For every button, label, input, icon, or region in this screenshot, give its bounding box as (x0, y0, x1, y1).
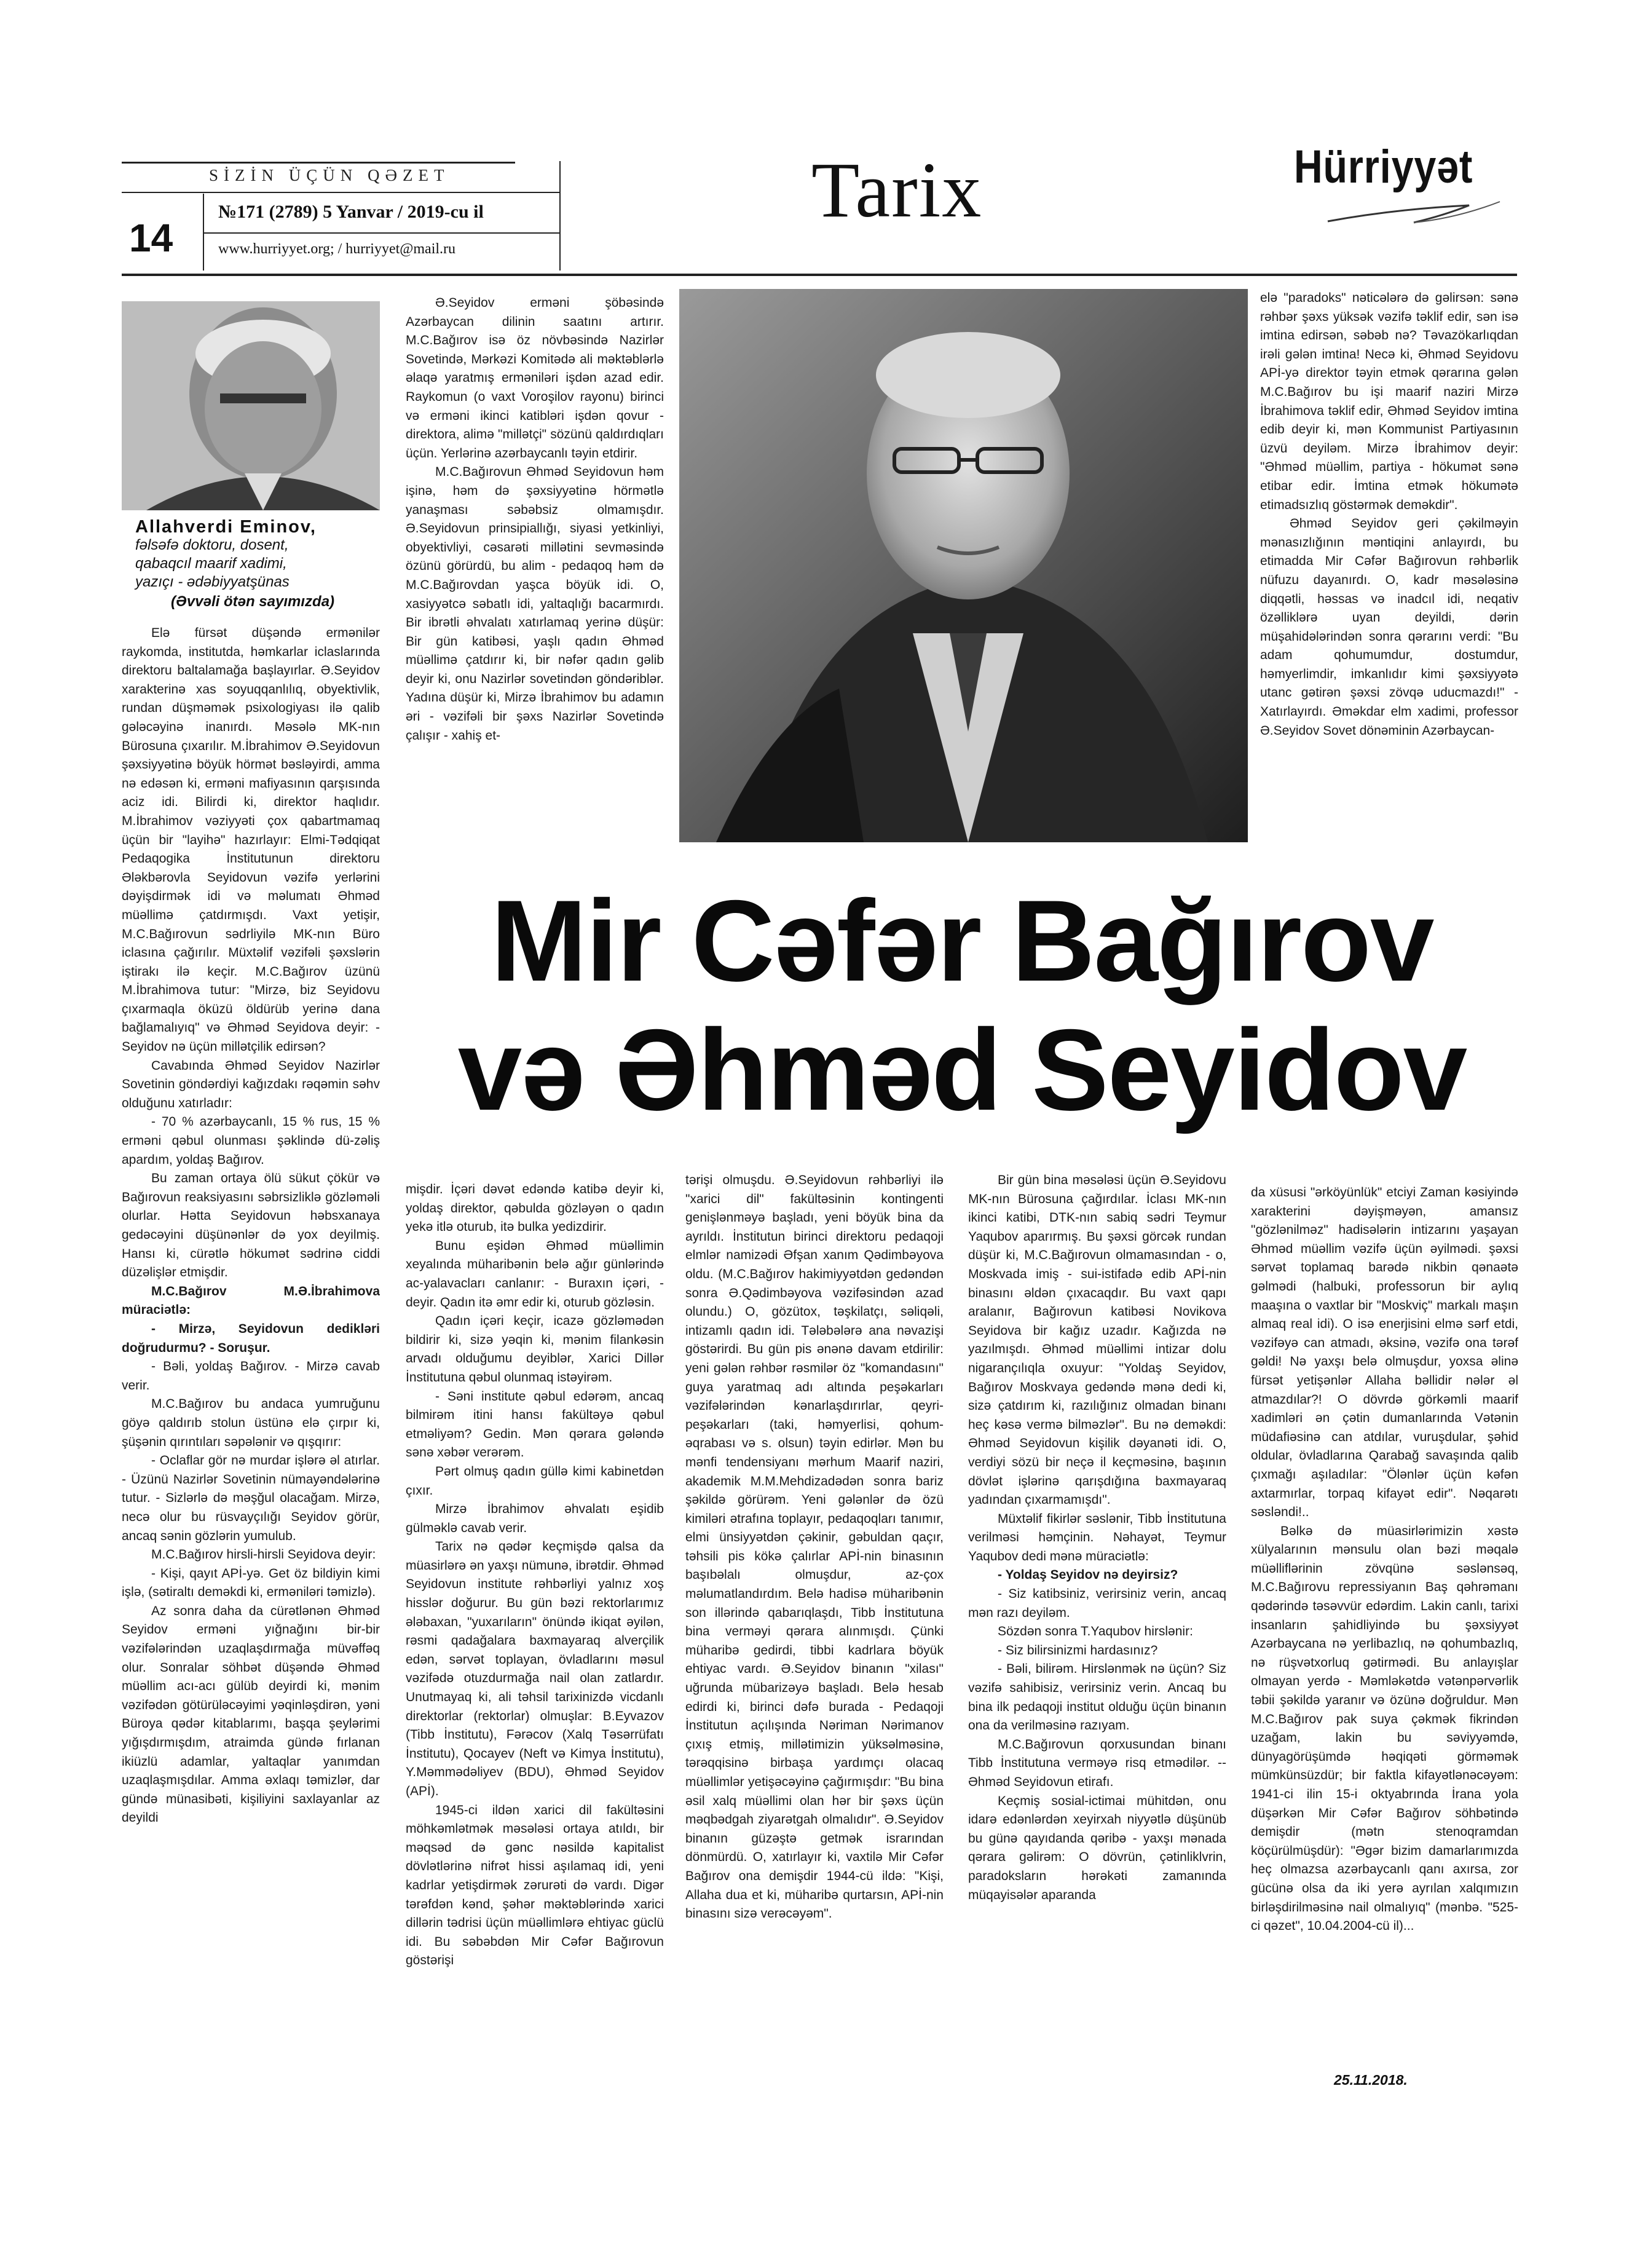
paragraph: - Kişi, qayıt APİ-yə. Get öz bildiyin kimi işlə, (sətiraltı deməkdi ki, erməniləri təmizlə). (122, 1566, 380, 1600)
paragraph: - 70 % azərbaycanlı, 15 % rus, 15 % erməni qəbul olunması şəklində dü-zəliş apardım, yoldaş Bağırov. (122, 1115, 380, 1167)
paragraph: - Siz katibsiniz, verirsiniz verin, ancaq mən razı deyiləm. (968, 1587, 1226, 1620)
issue-line: №171 (2789) 5 Yanvar / 2019-cu il (218, 202, 484, 222)
column-2-bottom (406, 1180, 664, 2090)
slogan: SİZİN ÜÇÜN QƏZET (209, 166, 450, 184)
author-title-1: fəlsəfə doktoru, dosent, (135, 537, 289, 553)
paragraph: Bu zaman ortaya ölü sükut çökür və Bağırovun reaksiyasını səbrsizliklə gözləməli olurlar. Hətta Seyidovun həbsxanaya gedəcəyini düşünənlər də yox deyilmiş. Hansı ki, cürətlə hökumət sədrinə ciddi düzəlişlər etmişdir. (122, 1171, 380, 1280)
date-signoff: 25.11.2018. (1334, 2072, 1408, 2088)
website-line: www.hurriyyet.org; / hurriyyet@mail.ru (218, 241, 456, 257)
brand-logo: Hürriyyət (1294, 141, 1473, 193)
paragraph: M.C.Bağırovun Əhməd Seyidovun həm işinə, həm də şəxsiyyətinə hörmətlə yanaşması səbəbsiz olmamışdır. Ə.Seyidovun prinsipiallığı, siyasi yetkinliyi, obyektivliyi, cəsarəti millətini sevməsində özünü görürdü, bu alim - pedaqoq həm də M.C.Bağırovdan yaşca böyük idi. O, xasiyyətcə səbatlı idi, yaltaqlığı bacarmırdı. Bir ibrətli əhvalatı xatırlamaq yerinə düşür: Bir gün katibəsi, yaşlı qadın Əhməd müəllimə çatdırır ki, bir nəfər qadın gəlib deyir ki, onu Nazirlər sovetindən göndəriblər. Yadına düşür ki, Mirzə İbrahimov bu adamın əri - vəzifəli bir şəxs Nazirlər Sovetində çalışır - xahiş et- (406, 465, 664, 743)
masthead-divider (559, 161, 561, 271)
paragraph: Cavabında Əhməd Seyidov Nazirlər Sovetinin göndərdiyi kağızdakı rəqəmin səhv olduğunu xatırladır: (122, 1058, 380, 1110)
author-name: Allahverdi Eminov, (135, 517, 317, 537)
paragraph: Bir gün bina məsələsi üçün Ə.Seyidovu MK-nın Bürosuna çağırdılar. İclası MK-nın ikinci katibi, DTK-nın sabiq sədri Teymur Yaqubov aparırmış. Bu şəxsi görcək rundan düşür ki, M.C.Bağırovun olmamasından - o, Moskvada imiş - sui-istifadə edib APİ-nin binasını əldən çıxacaqdır. Bu vaxt qapı aralanır, Bağırovun katibəsi Novikova Seyidova bir kağız uzadır. Kağızda nə yazılmışdı. Əhməd müəllimi intizar dolu nigarançılıqla oxuyur: "Yoldaş Seyidov, Bağırov Moskvaya gedəndə mənə dedi ki, sizə çatdırım ki, razılığınız olmadan binanı heç kəsə vermə bilməzlər". Bu nə deməkdi: Əhməd Seyidovun kişilik dəyanəti idi. O, verdiyi sözü bir neçə il keçməsinə, başının dövlət işlərinə qarışdığına baxmayaraq yadından çıxarmamışdı". (968, 1173, 1226, 1507)
paragraph: Qadın içəri keçir, icazə gözləmədən bildirir ki, sizə yəqin ki, mənim filankəsin arvadı olduğumu deyiblər, Xarici Dillər İnstitutuna qəbul olunmaq istəyirəm. (406, 1314, 664, 1385)
paragraph: - Səni institute qəbul edərəm, ancaq bilmirəm itini hansı fakültəyə qəbul etməliyəm? Gedin. Mən qərara gələndə sənə xəbər verərəm. (406, 1389, 664, 1460)
paragraph: Ə.Seyidov erməni şöbəsində Azərbaycan dilinin saatını artırır. M.C.Bağırov isə öz növbəsində Nazirlər Sovetində, Mərkəzi Komitədə ali məktəblərlə əlaqə yaratmış erməniləri işdən azad edir. Raykomun (o vaxt Voroşilov rayonu) birinci və erməni ikinci katibləri işdən qovur - direktora, alimə "millətçi" sözünü qaldırdıqları üçün. Yerlərinə azərbaycanlı təyin etdirir. (406, 296, 664, 460)
paragraph: 1945-ci ildən xarici dil fakültəsini möhkəmlətmək məsələsi ortaya atıldı, bir məqsəd də gənc nəsildə kapitalist dövlətlərinə nifrət hissi aşılamaq idi, yeni kadrlar yetişdirmək zərurəti də vardı. Digər tərəfdən kənd, şəhər məktəblərində xarici dillərin tədrisi üçün müəllimlərə ehtiyac güclü idi. Bu səbəbdən Mir Cəfər Bağırovun göstərişi (406, 1803, 664, 1968)
paragraph: Bəlkə də müasirlərimizin xəstə xülyalarının mənsulu olan bəzi məqalə müəlliflərinin zövqünə səslənsəq, M.C.Bağırovu repressiyanın Baş qəhrəmanı qədərində təsəvvür edərdim. Lakin canlı, tarixi insanların şahidliyində bu şəxsiyyət Azərbaycana nə yerlibazlıq, nə qohumbazlıq, nə rüşvətxorluq gətirmədi. Bu anlayışlar olmayan yerdə - Məmləkətdə vətənpərvərlik təbii şəkildə yaranır və özünə doğruldur. Mən M.C.Bağırov pak suya çəkmək fikrindən uzağam, lakin bu səviyyəmdə, dünyagörüşümdə həqiqəti görməmək mümkünsüzdür; bir faktla kifayətlənəcəyəm: 1941-ci ilin 15-i oktyabrında İrana yola düşərkən Mir Cəfər Bağırov söhbətində demişdir (mətn stenoqramdan köçürülmüşdür): "Əgər bizim damarlarımızda heç olmazsa azərbaycanlı qanı axırsa, zor gücünə olsa da iki yerə ayrılan xalqımızın birləşdirilməsinə nail olmalıyıq" (mənbə. "525-ci qəzet", 10.04.2004-cü il)... (1251, 1523, 1518, 1934)
slogan-rule (122, 192, 559, 193)
paragraph: tərişi olmuşdu. Ə.Seyidovun rəhbərliyi ilə "xarici dil" fakültəsinin kontingenti genişlənməyə başladı, yeni böyük bina da ayrıldı. İnstitutun birinci direktoru pedaqoji elmlər namizədi Əfşan xanım Qədimbəyova oldu. (M.C.Bağırov hakimiyyətdən gedəndən sonra Ə.Qədimbəyova vəzifəsindən azad olundu.) O, gözütox, təşkilatçı, səliqəli, intizamlı qadın idi. Tələbələrə ana nəvazişi göstərirdi. Bu gün pis ənənə davam etdirilir: yeni gələn rəhbər rəsmilər öz "komandasını" guya yaratmaq adı altında peşəkarları vəzifələrindən kənarlaşdırırlar, qeyri-peşəkarları (taki, həmyerlisi, qohum-əqrabası və s. olsun) təyin edirlər. Mən bu mənfi tendensiyanı mərhum Maarif naziri, akademik M.M.Mehdizadədən sonra bariz şəkildə görürəm. Yeni gələnlər də özü kimiləri ətrafına toplayır, pedaqoqları tanımır, elmi ünsiyyətdən çəkinir, gəbuldan qaçır, təhsili pis kökə çalırlar APİ-nin binasının başıbəlalı olmuşdur, az-çox məlumatlandırdım. Belə hadisə müharibənin son illərində qabarıqlaşdı, Tibb İnstitutuna bina verməyi qərara alınmışdı. Çünki müharibə gedirdi, tibbi kadrlara böyük ehtiyac vardı. Ə.Seyidov binanın "xilası" uğrunda mübarizəyə başladı. Belə hesab edirdi ki, birinci dəfə burada - Pedaqoji İnstitutun açılışında Nəriman Nərimanov çıxış etmiş, millətimizin yüksəlməsinə, tərəqqisinə birbaşa yardımçı olacaq müəllimlər yetişəcəyinə çağırmışdır: "Bu bina əsil xalq müəllimi olan hər bir şəxs üçün məqbədgah ziyarətgah olmalıdır". Ə.Seyidov binanın güzəştə getmək israrından dönmürdü. O, xatırlayır ki, vaxtilə Mir Cəfər Bağırov ona demişdir 1944-cü ildə: "Kişi, Allaha dua et ki, müharibə qurtarsın, APİ-nin binasını sizə verəcəyəm". (685, 1173, 944, 1921)
paragraph: - Mirzə, Seyidovun dedikləri doğrudurmu? - Soruşur. (122, 1321, 380, 1355)
paragraph: - Oclaflar gör nə murdar işlərə əl atırlar. - Üzünü Nazirlər Sovetinin nümayəndələrinə tutur. - Sizlərlə də məşğul olacağam. Mirzə, necə olur bu rüsvayçılığı Seyidov görür, ancaq sənin gözlərin yumulub. (122, 1453, 380, 1543)
paragraph: Bunu eşidən Əhməd müəllimin xeyalında müharibənin belə ağır günlərində ac-yalavacları canlanır: - Buraxın içəri, - deyir. Qadın itə əmr edir ki, oturub gözləsin. (406, 1238, 664, 1310)
page-number: 14 (129, 216, 173, 260)
paragraph: mişdir. İçəri dəvət edəndə katibə deyir ki, yoldaş direktor, qəbulda gözləyən o qadın yekə itlə oturub, itə bulka yedizdirir. (406, 1182, 664, 1235)
column-2-top (406, 294, 664, 859)
paragraph: - Siz bilirsinizmi hardasınız? (998, 1643, 1158, 1658)
paragraph: elə "paradoks" nəticələrə də gəlirsən: sənə rəhbər şəxs yüksək vəzifə təklif edir, sən isə imtina edirsən, səbəb nə? Təvazökarlıqdan irəli gələn imtina! Necə ki, Əhməd Seyidovu APİ-yə direktor təyin etmək qərarına gələn M.C.Bağırov bu işi maarif naziri Mirzə İbrahimova təklif edir, Əhməd Seyidov imtina edib deyir ki, mən Kommunist Partiyasının üzvü deyiləm. Mirzə İbrahimov deyir: "Əhməd müəllim, partiya - hökumət sənə etibar edir. İmtina etmək hökumətə etimadsızlıq göstərmək deməkdir". (1260, 291, 1518, 512)
paragraph: Az sonra daha da cürətlənən Əhməd Seyidov erməni yığnağını bir-bir vəzifələrindən uzaqlaşdırmağa müvəffəq olur. Sonralar söhbət düşəndə Əhməd müəllim acı-acı gülüb deyirdi ki, mənim vəzifədən götürüləcəyimi yəqinləşdirən, yəni Büroya qədər kitablarımı, başqa şeylərimi yığışdırmışdım, atraimda gündə fırlanan ikiüzlü adamlar, yaltaqlar yanımdan uzaqlaşmışdılar. Amma əxlaqı təmizlər, dar gündə münasibəti, kişiliyini saxlayanlar az deyildi (122, 1603, 380, 1825)
column-5-bottom (1251, 1183, 1518, 2063)
paragraph: Keçmiş sosial-ictimai mühitdən, onu idarə edənlərdən xeyirxah niyyətlə düşünüb bu günə qayıdanda qəribə - yaxşı mənada qərara gəlirəm: O dövrün, çətinliklvrin, paradoksların hərəkəti zamanında müqayisələr aparanda (968, 1793, 1226, 1902)
paragraph: - Bəli, yoldaş Bağırov. - Mirzə cavab verir. (122, 1359, 380, 1393)
section-title: Tarix (811, 146, 983, 234)
paragraph: Pərt olmuş qadın güllə kimi kabinetdən çıxır. (406, 1464, 664, 1498)
author-title-2: qabaqcıl maarif xadimi, (135, 555, 287, 572)
paragraph: da xüsusi "ərköyünlük" etciyi Zaman kəsiyində xarakterini dəyişməyən, amansız "gözlənilməz" hadisələrin intizarını yaşayan Əhməd müəllim vəzifə üçün əyilmədi. şəxsi sərvət toplamaq barədə nikbin qənaətə gəlmədi (halbuki, professorun bir aylıq maaşına o vaxtlar bir "Moskviç" markalı maşın almaq real idi). O isə enerjisini elmə sərf etdi, vəzifəyə can atmadı, əksinə, vəzifə ona tərəf gəldi! Nə yaxşı belə olmuşdur, yoxsa əlinə fürsət yetişənlər Allaha bəllidir nələr əl atmazdılar?! O dövrdə görkəmli maarif xadimləri ən çətin dumanlarında Vətənin müdafiəsinə can atdılar, vuruşdular, şəhid oldular, övladlarına Qarabağ savaşında qalib çıxmağı aşıladılar: "Ölənlər üçün kəfən axtarmırlar, torpaq kifayət edir". Nəqarətı səsləndi!.. (1251, 1185, 1518, 1520)
continued-note: (Əvvəli ötən sayımızda) (171, 593, 335, 610)
author-caption (135, 518, 381, 591)
paragraph: M.C.Bağırov M.Ə.İbrahimova müraciətlə: (122, 1284, 380, 1318)
column-4-bottom (968, 1171, 1226, 2081)
author-photo (122, 301, 380, 510)
paragraph: - Bəli, bilirəm. Hirslənmək nə üçün? Siz vəzifə sahibisiz, verirsiniz verin. Ancaq bu bina ilk pedaqoji institut olduğu üçün binanın ona da verilməsinə razıyam. (968, 1662, 1226, 1733)
brand-swoosh-icon (1322, 197, 1506, 234)
paragraph: Tarix nə qədər keçmişdə qalsa da müasirlərə ən yaxşı nümunə, ibrətdir. Əhməd Seyidovun institute rəhbərliyi yalnız xoş hisslər doğurur. Bu gün bəzi rektorlarımız ələbaxan, "yuxarıların" önündə ikiqat əyilən, rəsmi qadağalara baxmayaraq alverçilik edən, sərvət toplayan, övladlarını məsul vəzifədə otuzdurmağa nail olan zatlardır. Unutmayaq ki, ali təhsil tarixinizdə vicdanlı direktorlar (rektorlar) olmuşlar: B.Eyvazov (Tibb İnstitutu), Fərəcov (Xalq Təsərrüfatı İnstitutu), Qocayev (Neft və Kimya İnstitutu), Y.Məmmədəliyev (BDU), Əhməd Seyidov (APİ). (406, 1539, 664, 1798)
top-rule (122, 162, 515, 164)
column-1 (122, 624, 380, 1964)
paragraph: Müxtəlif fikirlər səslənir, Tibb İnstitutuna verilməsi həmçinin. Nəhayət, Teymur Yaqubov dedi mənə müraciətlə: (968, 1511, 1226, 1563)
issue-rule (204, 232, 559, 234)
headline-line-1: Mir Cəfər Bağırov (491, 876, 1433, 1005)
column-3-bottom (685, 1171, 944, 2081)
paragraph: M.C.Bağırov hirsli-hirsli Seyidova deyir: (151, 1547, 376, 1562)
paragraph: - Yoldaş Seyidov nə deyirsiz? (998, 1568, 1178, 1582)
author-title-3: yazıçı - ədəbiyyatşünas (135, 574, 290, 590)
paragraph: Sözdən sonra T.Yaqubov hirslənir: (998, 1624, 1193, 1639)
historic-photo (679, 289, 1248, 842)
paragraph: M.C.Bağırovun qorxusundan binanı Tibb İnstitutuna verməyə risq etmədilər. -- Əhməd Seyidovun etirafı. (968, 1737, 1226, 1789)
paragraph: Mirzə İbrahimov əhvalatı eşidib gülməklə cavab verir. (406, 1502, 664, 1535)
headline-line-2: və Əhməd Seyidov (457, 1005, 1467, 1134)
paragraph: Elə fürsət düşəndə ermənilər raykomda, institutda, həmkarlar iclaslarında direktoru baltalamağa başlayırlar. Ə.Seyidov xarakterinə xas soyuqqanlılıq, obyektivlik, rundan düşməmək psixologiyası ilə qalib gələcəyinə inanırdı. Məsələ MK-nın Bürosuna çıxarılır. M.İbrahimov Ə.Seyidovun şəxsiyyətinə böyük hörmət bəsləyirdi, amma nə edəsən ki, erməni mafiyasının qarşısında aciz idi. Bilirdi ki, direktor haqlıdır. M.İbrahimov vəziyyəti çox qabartmamaq üçün bir "layihə" hazırlayır: Elmi-Tədqiqat Pedaqogika İnstitutunun direktoru Ələkbərovla Seyidovun vəzifə yerlərini dəyişdirmək idi və məlumatı Əhməd müəllimə çatdırmışdı. Vaxt yetişir, M.C.Bağırovun sədrliyilə MK-nın Büro iclasına çağırılır. Müxtəlif vəzifəli şəxslərin iştirakı ilə keçir. M.C.Bağırov üzünü M.İbrahimova tutur: "Mirzə, biz Seyidovu çıxarmaqla öküzü öldürüb yerinə dana bağlamalıyıq" və Əhməd Seyidova deyir: - Seyidov nə üçün millətçilik edirsən? (122, 626, 380, 1054)
paragraph: Əhməd Seyidov geri çəkilməyin mənasızlığının məntiqini anlayırdı, bu etimadda Mir Cəfər Bağırovun rəhbərlik nüfuzu dayanırdı. O, kadr məsələsinə diqqətli, həssas və inadcıl idi, neqativ özəlliklərə uyan deyildi, dərin müşahidələrindən sonra qərarını verdi: "Bu adam qohumumdur, dostumdur, həmyerlimdir, imkanlıdır kimi şəxsiyyətə utanc gətirən şəxsi zövqə uducmazdı!" - Xatırlayırdı. Əməkdar elm xadimi, professor Ə.Seyidov Sovet dönəminin Azərbaycan- (1260, 516, 1518, 738)
paragraph: M.C.Bağırov bu andaca yumruğunu göyə qaldırıb stolun üstünə elə çırpır ki, şüşənin qırıntıları səpələnir və qışqırır: (122, 1397, 380, 1449)
masthead-bottom-rule (122, 274, 1517, 276)
column-5-top (1260, 289, 1518, 861)
